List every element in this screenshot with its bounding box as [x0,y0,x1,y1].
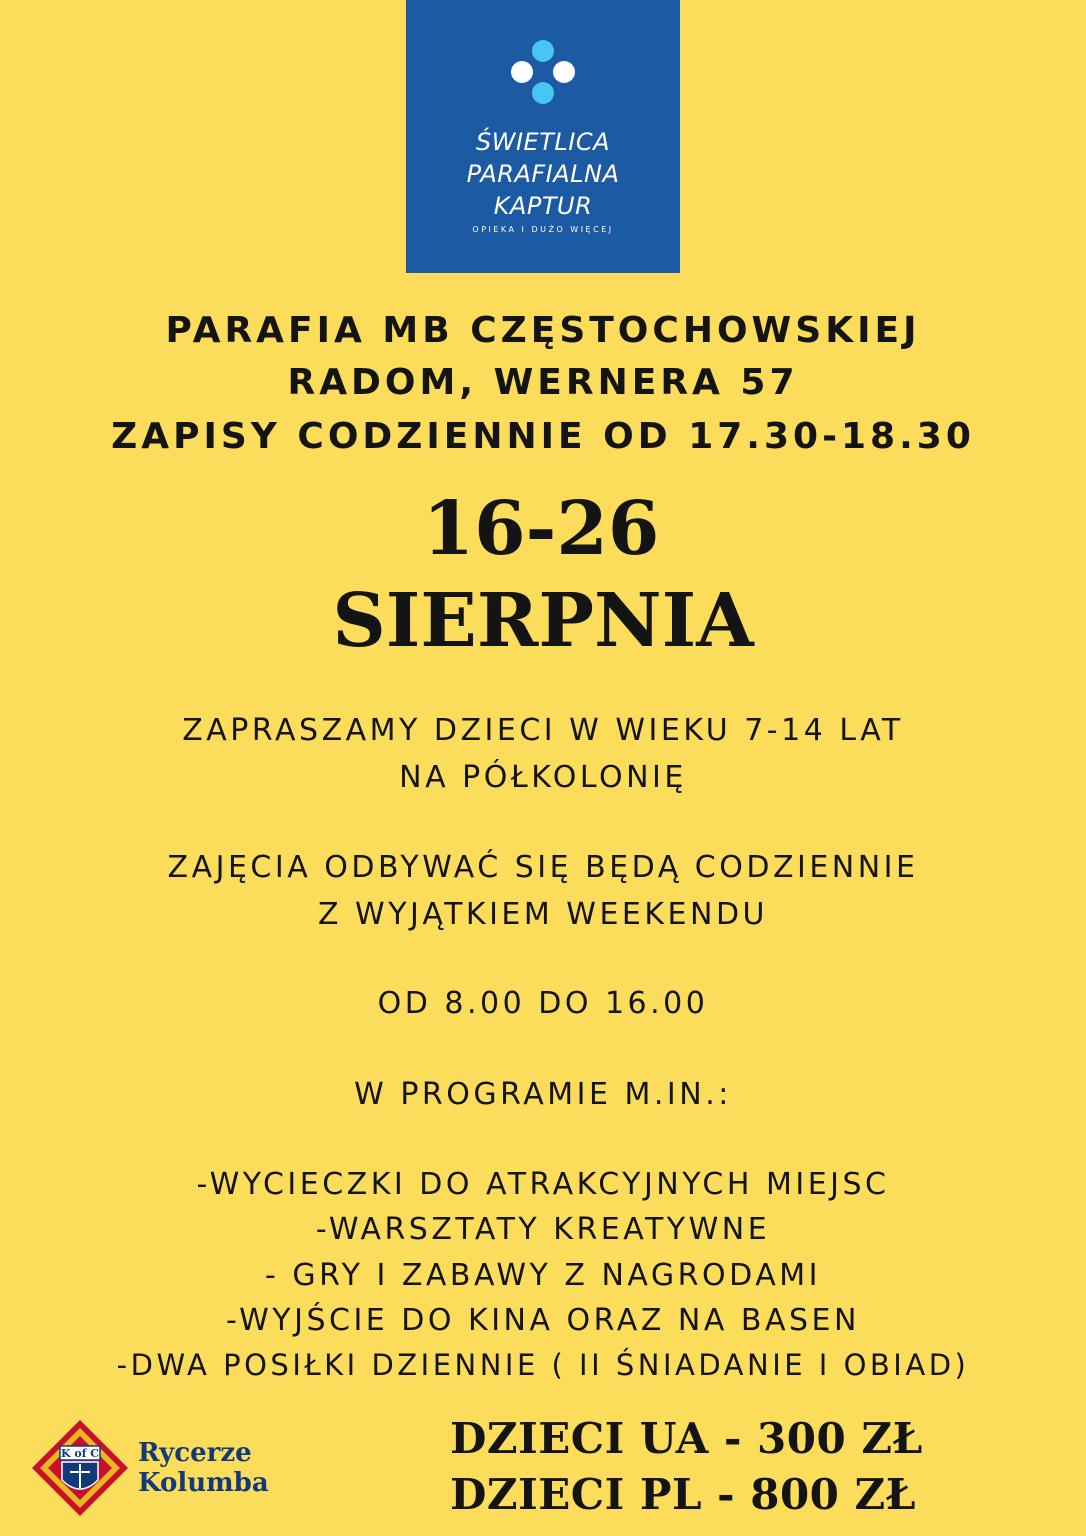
program-item: -WYJŚCIE DO KINA ORAZ NA BASEN [226,1303,860,1338]
schedule-line: ZAJĘCIA ODBYWAĆ SIĘ BĘDĄ CODZIENNIE [167,850,919,885]
logo-title-line: KAPTUR [493,192,593,220]
program-item: - GRY I ZABAWY Z NAGRODAMI [265,1258,821,1293]
parish-name: PARAFIA MB CZĘSTOCHOWSKIEJ [165,310,921,351]
logo-box [406,0,680,273]
logo-title [406,126,680,222]
schedule-hours: OD 8.00 DO 16.00 [377,986,709,1021]
four-dots-icon [406,0,680,120]
schedule-line: Z WYJĄTKIEM WEEKENDU [317,897,769,932]
program-item: -WYCIECZKI DO ATRAKCYJNYCH MIEJSC [196,1167,890,1202]
date-month: SIERPNIA [332,578,754,664]
date-range: 16-26 [422,486,660,572]
program-heading: W PROGRAMIE M.IN.: [354,1077,732,1112]
price-ua: DZIECI UA - 300 ZŁ [450,1414,923,1463]
program-item: -WARSZTATY KREATYWNE [315,1212,771,1247]
sponsor-name-line: Kolumba [138,1468,269,1498]
kofc-emblem-text: K of C [60,1447,100,1460]
program-item: -DWA POSIŁKI DZIENNIE ( II ŚNIADANIE I OBIAD) [116,1348,970,1382]
invite-line: NA PÓŁKOLONIĘ [399,760,687,795]
invite-line: ZAPRASZAMY DZIECI W WIEKU 7-14 LAT [182,713,904,748]
logo-title-line: PARAFIALNA [466,160,620,188]
kofc-emblem-icon [30,1418,130,1518]
parish-address: RADOM, WERNERA 57 [287,362,799,403]
registration-hours: ZAPISY CODZIENNIE OD 17.30-18.30 [111,416,975,457]
logo-tagline: OPIEKA I DUŻO WIĘCEJ [472,225,614,234]
logo-title-line: ŚWIETLICA [476,128,610,156]
sponsor-name [138,1438,269,1498]
sponsor-name-line: Rycerze [138,1438,252,1468]
price-pl: DZIECI PL - 800 ZŁ [450,1470,916,1519]
